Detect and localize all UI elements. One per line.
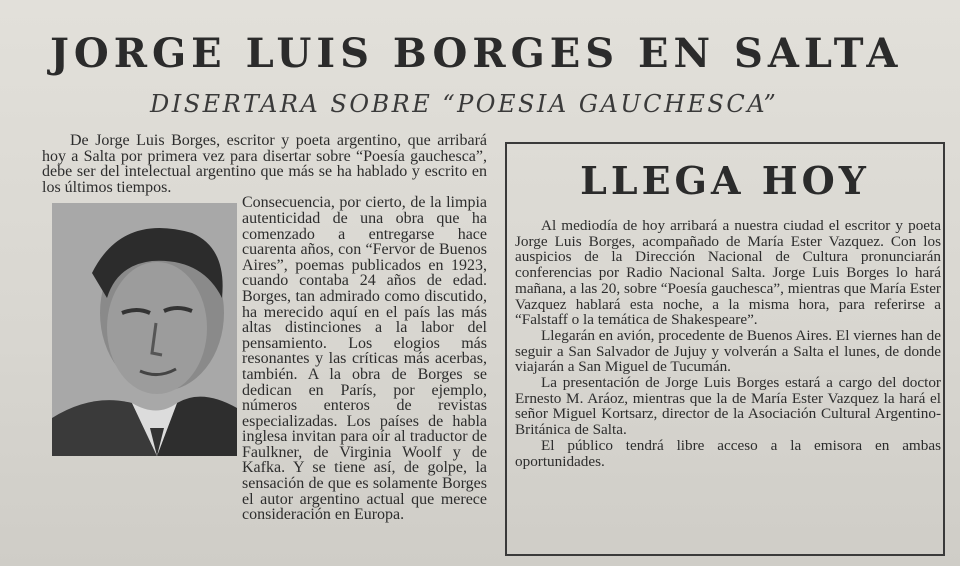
- sidebar-box: [505, 142, 945, 556]
- main-article-body: Consecuencia, por cierto, de la limpia autenticidad de una obra que ha comenzado a entregarse hace cuarenta años, con “Fervor de Buenos Aires”, poemas publicados en 1923, cuando contaba 24 años de edad. Borges, tan admirado como discutido, ha merecido aquí en el país las más altas distinciones a la labor del pensamiento. Los elogios más resonantes y las críticas más acerbas, también. A la obra de Borges se dedican en París, por ejemplo, números enteros de revistas especializadas. Los países de habla inglesa invitan para oír al traductor de Faulkner, de Virginia Woolf y de Kafka. Y se tiene así, de golpe, la sensación de que es solamente Borges el autor argentino actual que merece consideración en Europa.: [242, 194, 487, 524]
- sidebar-body: [515, 218, 941, 469]
- sidebar-paragraph: Al mediodía de hoy arribará a nuestra ciudad el escritor y poeta Jorge Luis Borges, acompañado de María Ester Vazquez. Con los auspicios de la Dirección Nacional de Cultura pronunciarán conferencias por Radio Nacional Salta. Jorge Luis Borges lo hará mañana, a las 20, sobre “Poesía gauchesca”, mientras que María Ester Vazquez hablará esta noche, a la misma hora, para referirse a “Falstaff o la temática de Shakespeare”.: [515, 217, 941, 329]
- main-article-lead: De Jorge Luis Borges, escritor y poeta argentino, que arribará hoy a Salta por primera vez para disertar sobre “Poesía gauchesca”, debe ser del intelectual argentino que más se ha hablado y escrito en los últimos tiempos.: [42, 132, 487, 196]
- sidebar-paragraph: La presentación de Jorge Luis Borges estará a cargo del doctor Ernesto M. Aráoz, mientras que la de María Ester Vazquez la hará el señor Miguel Kortsarz, director de la Asociación Cultural Argentino-Británica de Salta.: [515, 374, 941, 439]
- headline: JORGE LUIS BORGES EN SALTA: [50, 30, 903, 77]
- sidebar-paragraph: Llegarán en avión, procedente de Buenos Aires. El viernes han de seguir a San Salvador de Jujuy y volverán a Salta el lunes, de donde viajarán a San Miguel de Tucumán.: [515, 326, 941, 376]
- sidebar-title: LLEGA HOY: [580, 158, 870, 203]
- subheadline: DISERTARA SOBRE “POESIA GAUCHESCA”: [150, 90, 779, 118]
- sidebar-paragraph: El público tendrá libre acceso a la emisora en ambas oportunidades.: [515, 436, 941, 470]
- main-article: [42, 133, 487, 523]
